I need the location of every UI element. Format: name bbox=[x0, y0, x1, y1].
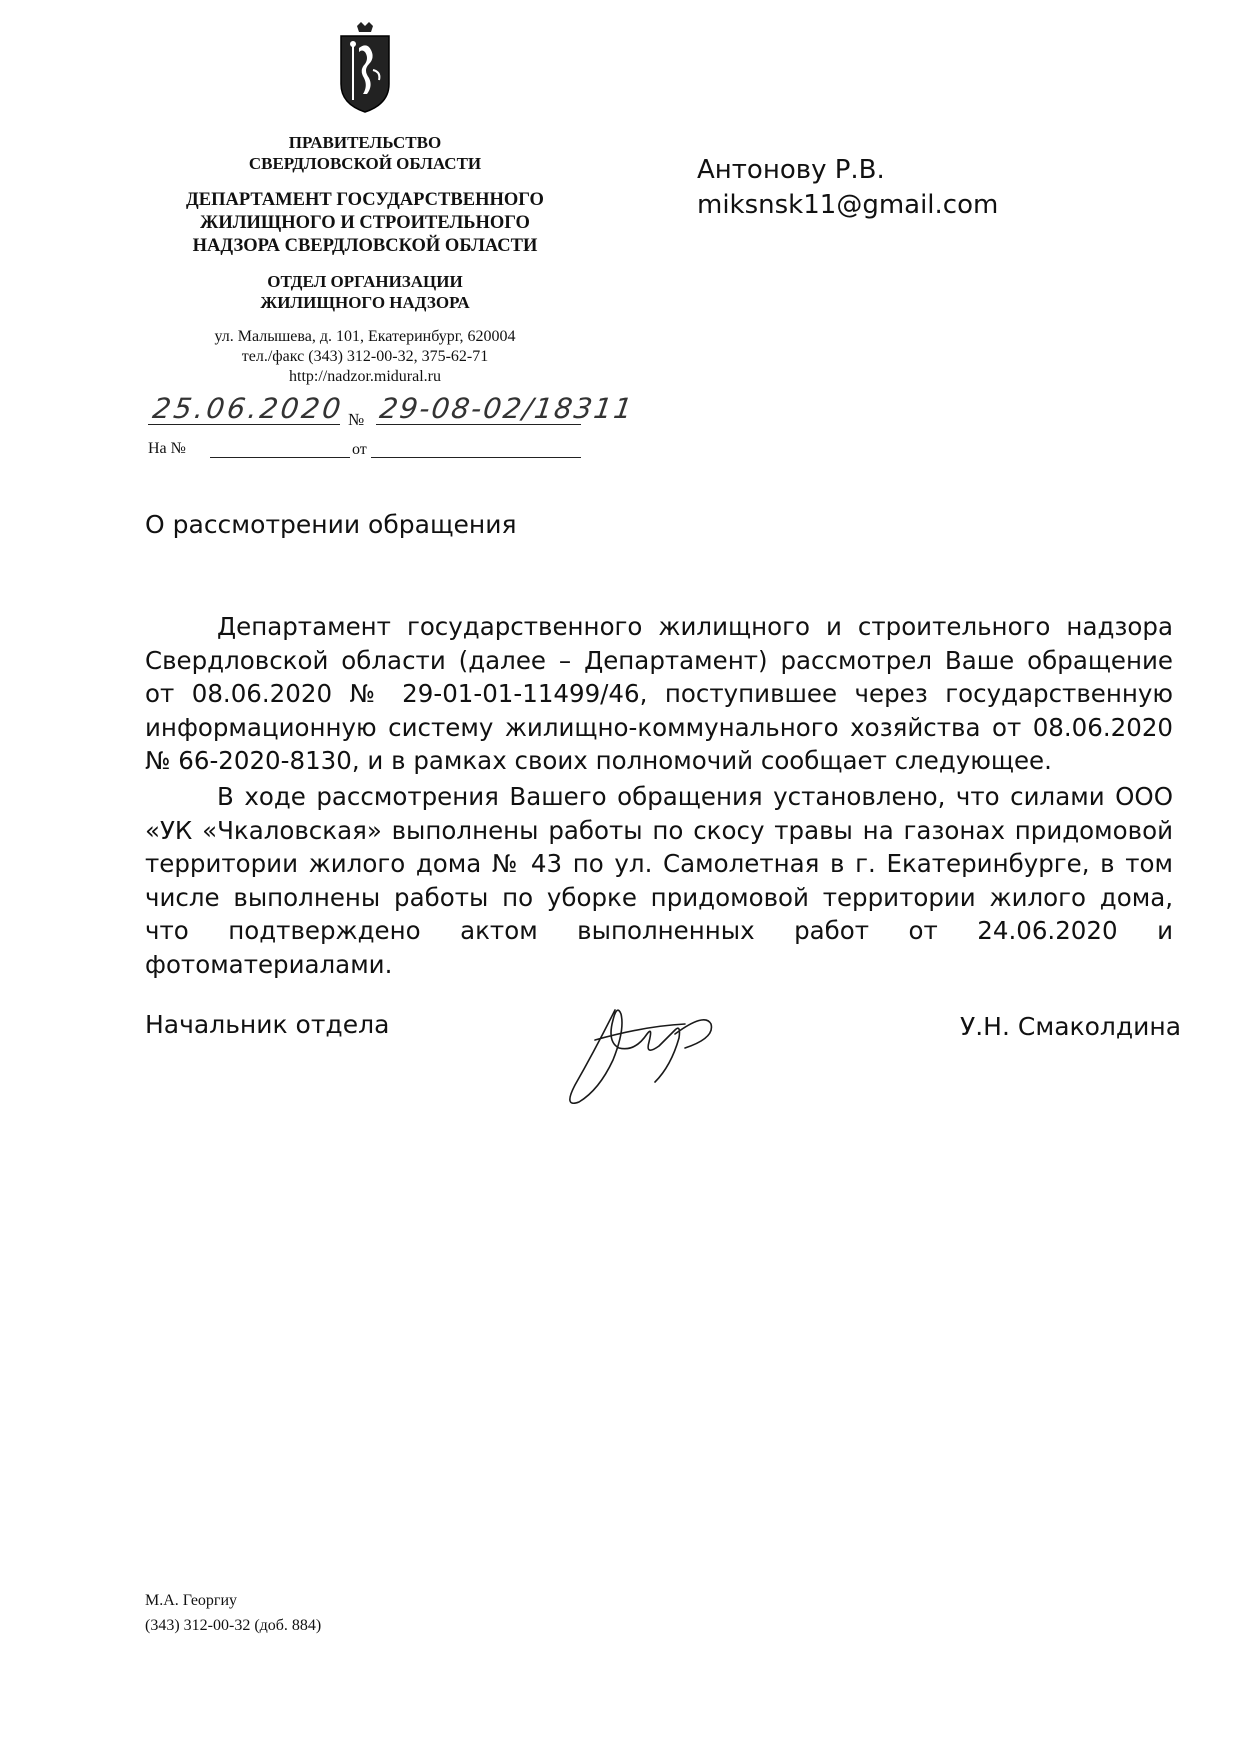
website-link[interactable]: http://nadzor.midural.ru bbox=[289, 368, 441, 385]
reference-date-blank bbox=[371, 457, 581, 458]
coat-of-arms-icon bbox=[335, 20, 395, 115]
address-line: тел./факс (343) 312-00-32, 375-62-71 bbox=[241, 348, 489, 365]
registration-number-label: № bbox=[348, 410, 365, 429]
reference-label: На № bbox=[148, 440, 186, 457]
underline bbox=[376, 424, 581, 425]
handwritten-signature bbox=[555, 990, 725, 1115]
letterhead-line: ДЕПАРТАМЕНТ ГОСУДАРСТВЕННОГО bbox=[186, 190, 544, 210]
body-paragraph: Департамент государственного жилищного и строительного надзора Свердловской области (далее – Департамент) рассмотрел Ваше обращение от 08.06.2020 № 29-01-01-11499/46, поступившее через государственную информационную систему жилищно-коммунального хозяйства от 08.06.2020 № 66-2020-8130, и в рамках своих полномочий сообщает следующее. bbox=[145, 612, 1173, 775]
letterhead-line: СВЕРДЛОВСКОЙ ОБЛАСТИ bbox=[248, 154, 482, 173]
registration-number: 29-08-02/18311 bbox=[377, 392, 636, 425]
letterhead-department bbox=[130, 189, 600, 258]
letterhead-line: ЖИЛИЩНОГО НАДЗОРА bbox=[260, 293, 470, 312]
registration-date: 25.06.2020 bbox=[150, 392, 346, 425]
addressee-email[interactable]: miksnsk11@gmail.com bbox=[697, 190, 999, 220]
underline bbox=[148, 424, 340, 425]
letterhead-line: ЖИЛИЩНОГО И СТРОИТЕЛЬНОГО bbox=[200, 213, 530, 233]
address-line: ул. Малышева, д. 101, Екатеринбург, 620004 bbox=[214, 328, 516, 345]
executor-name: М.А. Георгиу bbox=[145, 1592, 238, 1609]
letterhead-government bbox=[130, 132, 600, 174]
reference-number-blank bbox=[210, 457, 350, 458]
executor-phone: (343) 312-00-32 (доб. 884) bbox=[145, 1617, 322, 1634]
letterhead-line: НАДЗОРА СВЕРДЛОВСКОЙ ОБЛАСТИ bbox=[192, 236, 538, 256]
signatory-name: У.Н. Смаколдина bbox=[960, 1012, 1182, 1041]
addressee-name: Антонову Р.В. bbox=[697, 155, 885, 185]
letter-subject: О рассмотрении обращения bbox=[145, 510, 517, 539]
signatory-position: Начальник отдела bbox=[145, 1010, 390, 1039]
body-paragraph: В ходе рассмотрения Вашего обращения установлено, что силами ООО «УК «Чкаловская» выполнены работы по скосу травы на газонах придомовой территории жилого дома № 43 по ул. Самолетная в г. Екатеринбурге, в том числе выполнены работы по уборке придомовой территории жилого дома, что подтверждено актом выполненных работ от 24.06.2020 и фотоматериалами. bbox=[145, 782, 1173, 979]
letterhead-address bbox=[130, 327, 600, 387]
letterhead-line: ПРАВИТЕЛЬСТВО bbox=[288, 133, 442, 152]
letterhead-line: ОТДЕЛ ОРГАНИЗАЦИИ bbox=[267, 272, 463, 291]
reference-from-label: от bbox=[352, 441, 367, 458]
letterhead-division bbox=[130, 271, 600, 313]
